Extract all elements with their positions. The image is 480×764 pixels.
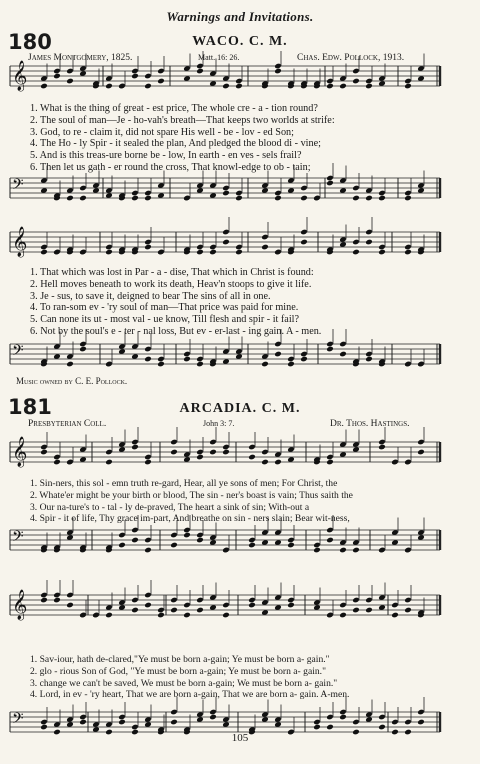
bass-clef-icon: 𝄢 <box>12 342 24 363</box>
page-header: Warnings and Invitations. <box>166 9 314 24</box>
note-head <box>248 602 256 609</box>
note-head <box>196 68 204 75</box>
note-head <box>66 195 74 202</box>
note-head <box>222 612 230 619</box>
note-head <box>170 607 178 614</box>
note-head <box>209 449 217 456</box>
note-head <box>378 444 386 451</box>
note-head <box>40 597 48 604</box>
treble-clef-icon: 𝄞 <box>12 590 28 620</box>
verse-line: 2. glo - rious Son of God, "Ye must be born a-gain; Ye must be born a- gain." <box>30 665 326 677</box>
note-head <box>66 78 74 85</box>
note-head <box>378 724 386 731</box>
note-head <box>79 195 87 202</box>
note-head <box>157 78 165 85</box>
note-head <box>105 612 113 619</box>
note-head <box>105 459 113 466</box>
hymn-180-scripture: Matt. 16: 26. <box>198 53 240 62</box>
hymn-180-title: WACO. C. M. <box>192 34 288 49</box>
note-head <box>157 361 165 368</box>
note-head <box>274 459 282 466</box>
verse-line: 1. Sav-iour, hath de-clared,"Ye must be born a-gain; Ye must be born a- gain." <box>30 654 330 665</box>
note-head <box>53 459 61 466</box>
note-head <box>209 714 217 721</box>
note-head <box>352 607 360 614</box>
note-head <box>378 249 386 256</box>
note-head <box>40 249 48 256</box>
note-head <box>144 602 152 609</box>
note-head <box>261 361 269 368</box>
hymn-181-title: ARCADIA. C. M. <box>179 401 301 416</box>
verse-line: 3. Je - sus, to save it, deigned to bear The sins of all in one. <box>30 290 271 302</box>
note-head <box>144 195 152 202</box>
note-head <box>404 607 412 614</box>
note-head <box>326 83 334 90</box>
staff-181-1-treble <box>10 427 440 468</box>
note-head <box>300 356 308 363</box>
note-head <box>339 83 347 90</box>
staff-180-2-treble <box>10 217 440 258</box>
note-head <box>287 602 295 609</box>
note-head <box>222 449 230 456</box>
verse-line: 6. Not by the soul's e - ter - nal loss, But ev - er-last - ing gain. A - men. <box>30 325 322 337</box>
note-head <box>105 249 113 256</box>
note-head <box>365 239 373 246</box>
note-head <box>183 532 191 539</box>
note-head <box>326 724 334 731</box>
verse-line: 2. The soul of man—Je - ho-vah's breath—That keeps two worlds at strife: <box>30 114 335 126</box>
note-head <box>326 346 334 353</box>
note-head <box>131 444 139 451</box>
note-head <box>170 542 178 549</box>
note-head <box>404 249 412 256</box>
bass-clef-icon: 𝄢 <box>12 710 24 731</box>
verse-line: 4. Spir - it of life, Thy grace im-part, And breathe on sin - ners slain; Bear wit-ness, <box>30 513 350 525</box>
note-head <box>40 83 48 90</box>
treble-clef-icon: 𝄞 <box>12 61 28 91</box>
note-head <box>170 719 178 726</box>
verse-line: 2. Hell moves beneath to work its death, Heav'n stoops to give it life. <box>30 278 312 290</box>
verse-line: 6. Then let us gath - er round the cross, That knowl-edge to ob - tain; <box>30 161 311 173</box>
note-head <box>261 244 269 251</box>
verse-line: 3. change we can't be saved, We must be born a-gain; We must be born a- gain." <box>30 677 338 689</box>
note-head <box>144 83 152 90</box>
note-head <box>352 249 360 256</box>
hymn-180-composer: Chas. Edw. Pollock, 1913. <box>297 53 405 63</box>
note-head <box>339 547 347 554</box>
note-head <box>131 73 139 80</box>
note-head <box>339 612 347 619</box>
note-head <box>326 537 334 544</box>
note-head <box>131 607 139 614</box>
verse-line: 5. And is this treas-ure borne be - low, In earth - en ves - sels frail? <box>30 150 302 162</box>
verse-line: 1. That which was lost in Par - a - dise, That which in Christ is found: <box>30 267 314 278</box>
verse-line: 2. Whate'er might be your birth or blood, The sin - ner's boast is vain; Thus saith the <box>30 489 353 501</box>
note-head <box>365 356 373 363</box>
note-head <box>170 449 178 456</box>
note-head <box>66 361 74 368</box>
note-head <box>391 612 399 619</box>
hymn-181-verses-a <box>30 478 353 525</box>
hymn-181-verses-b <box>30 654 349 701</box>
hymn-181-author: Presbyterian Coll. <box>28 419 107 429</box>
note-head <box>53 597 61 604</box>
note-head <box>417 449 425 456</box>
note-head <box>66 602 74 609</box>
note-head <box>235 83 243 90</box>
note-head <box>417 719 425 726</box>
note-head <box>365 83 373 90</box>
note-head <box>196 361 204 368</box>
verse-line: 1. Sin-ners, this sol - emn truth re-gard, Hear, all ye sons of men; For Christ, the <box>30 478 338 489</box>
hymn-180-verses-a <box>30 103 335 174</box>
note-head <box>352 195 360 202</box>
note-head <box>326 180 334 187</box>
hymn-180-number: 180 <box>8 30 52 54</box>
staff-181-2-bass <box>10 697 440 735</box>
note-head <box>196 249 204 256</box>
note-head <box>144 356 152 363</box>
note-head <box>144 547 152 554</box>
note-head <box>339 351 347 358</box>
note-head <box>53 73 61 80</box>
note-head <box>131 537 139 544</box>
verse-line: 5. Can none its ut - most val - ue know, Till flesh and spir - it fail? <box>30 314 299 326</box>
note-head <box>196 537 204 544</box>
note-head <box>222 83 230 90</box>
note-head <box>40 449 48 456</box>
note-head <box>235 195 243 202</box>
note-head <box>404 195 412 202</box>
note-head <box>365 195 373 202</box>
note-head <box>144 244 152 251</box>
verse-line: 1. What is the thing of great - est price, The whole cre - a - tion round? <box>30 103 318 114</box>
note-head <box>274 351 282 358</box>
hymn-181-number: 181 <box>8 395 52 419</box>
note-head <box>196 607 204 614</box>
note-head <box>274 68 282 75</box>
note-head <box>352 547 360 554</box>
bass-clef-icon: 𝄢 <box>12 528 24 549</box>
hymn-181-scripture: John 3: 7. <box>203 419 235 428</box>
verse-line: 4. Lord, in ev - 'ry heart, That we are born a-gain, That we are born a- gain. A-men. <box>30 689 350 701</box>
note-head <box>300 239 308 246</box>
note-head <box>339 714 347 721</box>
note-head <box>352 78 360 85</box>
note-head <box>183 612 191 619</box>
note-head <box>287 361 295 368</box>
note-head <box>313 547 321 554</box>
note-head <box>183 356 191 363</box>
note-head <box>261 459 269 466</box>
note-head <box>326 459 334 466</box>
note-head <box>274 195 282 202</box>
note-head <box>248 542 256 549</box>
note-head <box>209 249 217 256</box>
note-head <box>365 607 373 614</box>
verse-line: 3. God, to re - claim it, did not spare His well - be - lov - ed Son; <box>30 126 294 138</box>
note-head <box>235 249 243 256</box>
note-head <box>79 719 87 726</box>
note-head <box>144 459 152 466</box>
hymn-181-composer: Dr. Thos. Hastings. <box>330 419 410 429</box>
verse-line: 4. The Ho - ly Spir - it sealed the plan, And pledged the blood di - vine; <box>30 138 321 150</box>
verse-line: 3. Our na-ture's to - tal - ly de-praved, The heart a sink of sin; With-out a <box>30 501 310 513</box>
treble-clef-icon: 𝄞 <box>12 227 28 257</box>
bass-clef-icon: 𝄢 <box>12 176 24 197</box>
note-head <box>378 195 386 202</box>
note-head <box>157 612 165 619</box>
hymn-180-verses-b <box>30 267 321 338</box>
note-head <box>105 83 113 90</box>
note-head <box>79 346 87 353</box>
hymn-180-copyright: Music owned by C. E. Pollock. <box>16 376 128 386</box>
note-head <box>196 454 204 461</box>
treble-clef-icon: 𝄞 <box>12 437 28 467</box>
note-head <box>300 195 308 202</box>
note-head <box>287 542 295 549</box>
note-head <box>313 724 321 731</box>
note-head <box>118 719 126 726</box>
staff-181-2-treble <box>10 580 440 621</box>
note-head <box>222 190 230 197</box>
page-number: 105 <box>231 732 249 744</box>
note-head <box>248 454 256 461</box>
note-head <box>118 542 126 549</box>
note-head <box>222 239 230 246</box>
hymn-180-author: James Montgomery, 1825. <box>28 53 133 63</box>
staff-180-1-treble <box>10 51 440 92</box>
note-head <box>40 724 48 731</box>
note-head <box>404 83 412 90</box>
verse-line: 4. To ran-som ev - 'ry soul of man—That price was paid for mine. <box>30 302 299 314</box>
note-head <box>131 195 139 202</box>
